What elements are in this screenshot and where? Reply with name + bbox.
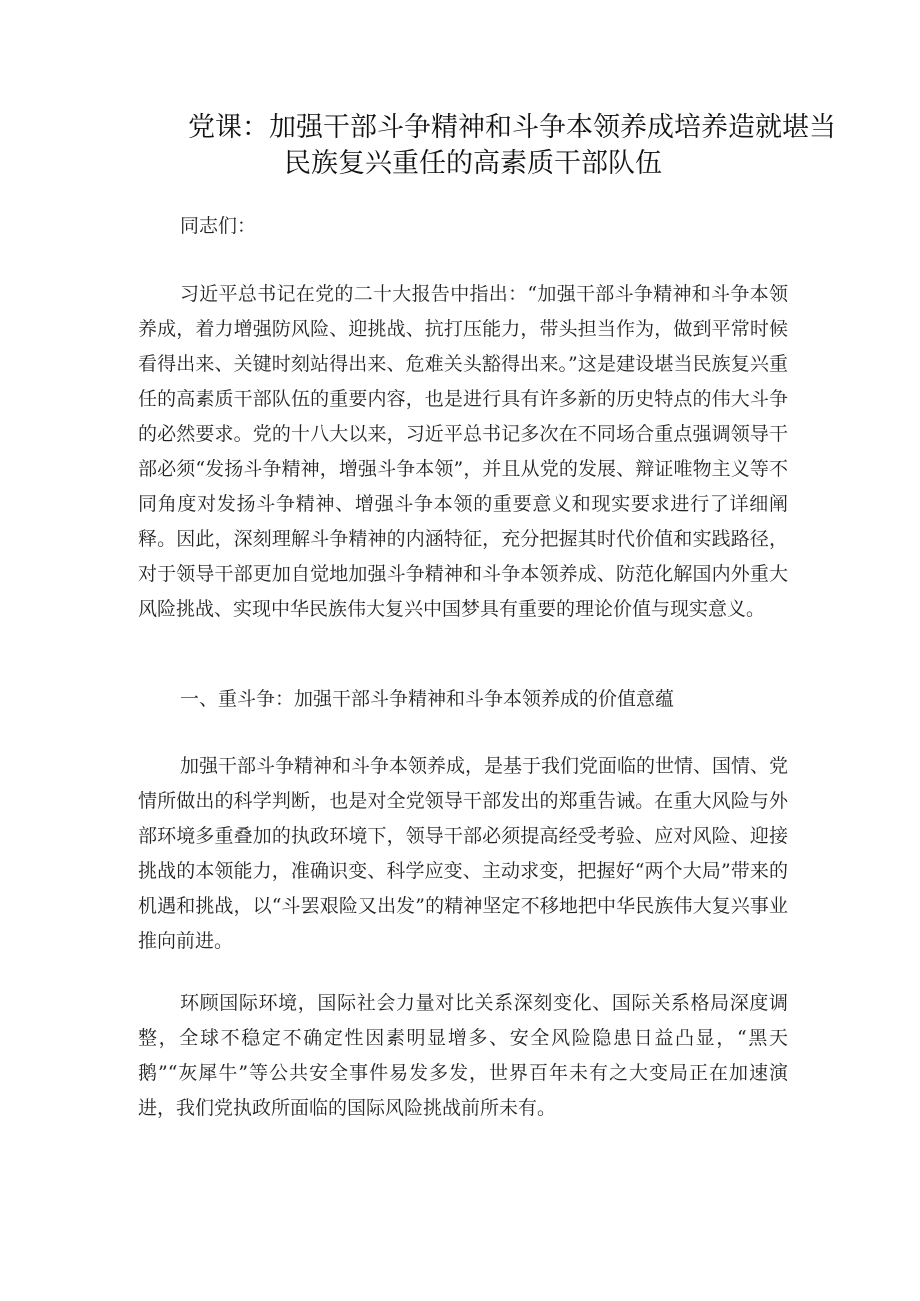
section-heading: 一、重斗争：加强干部斗争精神和斗争本领养成的价值意蕴 xyxy=(180,688,675,710)
title-line-1: 党课：加强干部斗争精神和斗争本领养成培养造就堪当 xyxy=(188,112,836,143)
title-line-2: 民族复兴重任的高素质干部队伍 xyxy=(284,148,662,179)
paragraph-2: 加强干部斗争精神和斗争本领养成，是基于我们党面临的世情、国情、党情所做出的科学判断，也是对全党领导干部发出的郑重告诫。在重大风险与外部环境多重叠加的执政环境下，领导干部必须提高经受考验、应对风险、迎接挑战的本领能力，准确识变、科学应变、主动求变，把握好“两个大局”带来的机遇和挑战，以“斗罢艰险又出发”的精神坚定不移地把中华民族伟大复兴事业推向前进。 xyxy=(138,755,789,952)
document-title xyxy=(130,110,836,182)
paragraph-3: 环顾国际环境，国际社会力量对比关系深刻变化、国际关系格局深度调整，全球不稳定不确定性因素明显增多、安全风险隐患日益凸显，“黑天鹅”“灰犀牛”等公共安全事件易发多发，世界百年未有之大变局正在加速演进，我们党执政所面临的国际风险挑战前所未有。 xyxy=(138,992,788,1119)
salutation: 同志们： xyxy=(180,215,257,237)
paragraph-1: 习近平总书记在党的二十大报告中指出：“加强干部斗争精神和斗争本领养成，着力增强防风险、迎挑战、抗打压能力，带头担当作为，做到平常时候看得出来、关键时刻站得出来、危难关头豁得出来。”这是建设堪当民族复兴重任的高素质干部队伍的重要内容，也是进行具有许多新的历史特点的伟大斗争的必然要求。党的十八大以来，习近平总书记多次在不同场合重点强调领导干部必须“发扬斗争精神，增强斗争本领”，并且从党的发展、辩证唯物主义等不同角度对发扬斗争精神、增强斗争本领的重要意义和现实要求进行了详细阐释。因此，深刻理解斗争精神的内涵特征，充分把握其时代价值和实践路径，对于领导干部更加自觉地加强斗争精神和斗争本领养成、防范化解国内外重大风险挑战、实现中华民族伟大复兴中国梦具有重要的理论价值与现实意义。 xyxy=(138,283,788,620)
